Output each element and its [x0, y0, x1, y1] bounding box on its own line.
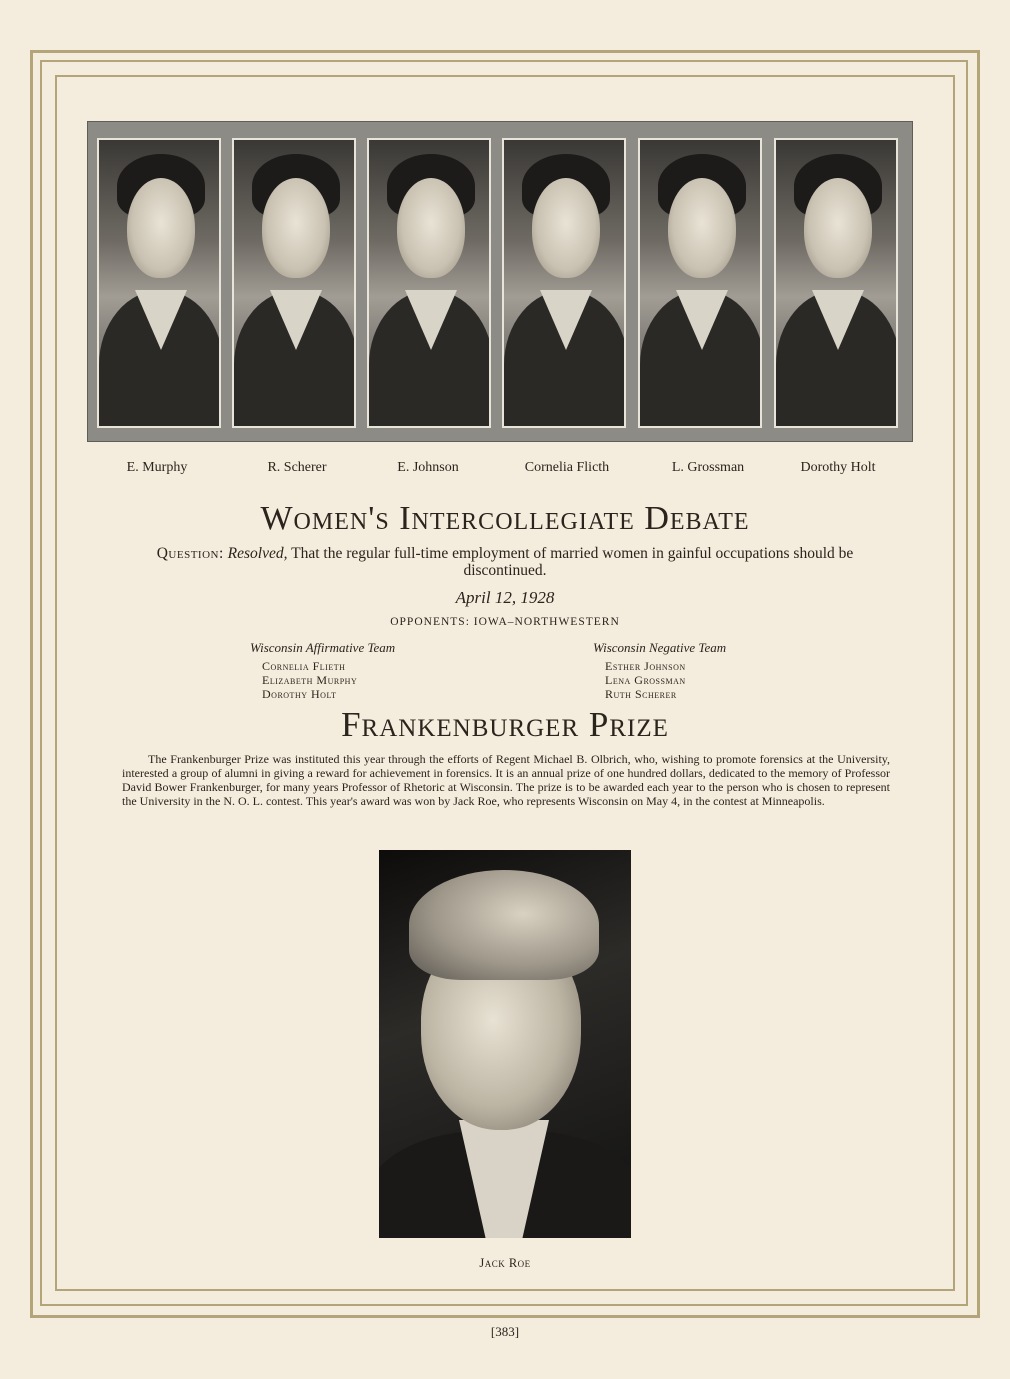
- jack-roe-photo: [379, 850, 631, 1238]
- debate-title: Women's Intercollegiate Debate: [260, 500, 750, 537]
- portrait-photo-flicth: [502, 138, 626, 428]
- affirmative-team: [250, 641, 395, 701]
- photo-caption: Jack Roe: [479, 1256, 531, 1270]
- portrait-caption: Cornelia Flicth: [524, 460, 610, 475]
- team-member: Ruth Scherer: [605, 687, 677, 701]
- negative-team-header: Wisconsin Negative Team: [593, 640, 727, 655]
- prize-paragraph: The Frankenburger Prize was instituted this year through the efforts of Regent Michael B. Olbrich, who, wishing to promote forensics at the University, interested a group of alumni in giving a reward for achievement in forensics. It is an annual prize of one hundred dollars, dedicated to the memory of Professor David Bower Frankenburger, for many years Professor of Rhetoric at Wisconsin. The prize is to be awarded each year to the person who is chosen to represent the University in the N. O. L. contest. This year's award was won by Jack Roe, who represents Wisconsin on May 4, in the contest at Minneapolis.: [122, 752, 890, 808]
- portrait-caption: E. Murphy: [126, 460, 188, 475]
- portrait-captions: [87, 460, 913, 482]
- negative-team: [593, 641, 726, 701]
- portrait-caption: R. Scherer: [267, 460, 327, 475]
- portrait-caption: Dorothy Holt: [800, 460, 876, 475]
- prize-title: Frankenburger Prize: [341, 705, 669, 744]
- portrait-photo-scherer: [232, 138, 356, 428]
- team-member: Elizabeth Murphy: [262, 673, 358, 687]
- portrait-photo-grossman: [638, 138, 762, 428]
- page-number: [383]: [490, 1324, 520, 1339]
- team-member: Cornelia Flieth: [262, 659, 346, 673]
- team-member: Lena Grossman: [605, 673, 686, 687]
- question-text: That the regular full-time employment of married women in gainful occupations should be discontinued.: [291, 545, 854, 579]
- portrait-photo-johnson: [367, 138, 491, 428]
- team-member: Esther Johnson: [605, 659, 686, 673]
- portrait-photo-murphy: [97, 138, 221, 428]
- portrait-strip: [87, 121, 913, 442]
- affirmative-team-header: Wisconsin Affirmative Team: [250, 640, 396, 655]
- portrait-caption: L. Grossman: [671, 460, 745, 475]
- debate-question: [120, 545, 890, 579]
- debate-date: April 12, 1928: [455, 588, 555, 607]
- team-member: Dorothy Holt: [262, 687, 337, 701]
- question-resolved: Resolved,: [227, 545, 288, 562]
- portrait-caption: E. Johnson: [397, 460, 459, 475]
- question-label: Question:: [156, 545, 224, 562]
- portrait-photo-holt: [774, 138, 898, 428]
- debate-opponents: OPPONENTS: IOWA–NORTHWESTERN: [390, 616, 620, 628]
